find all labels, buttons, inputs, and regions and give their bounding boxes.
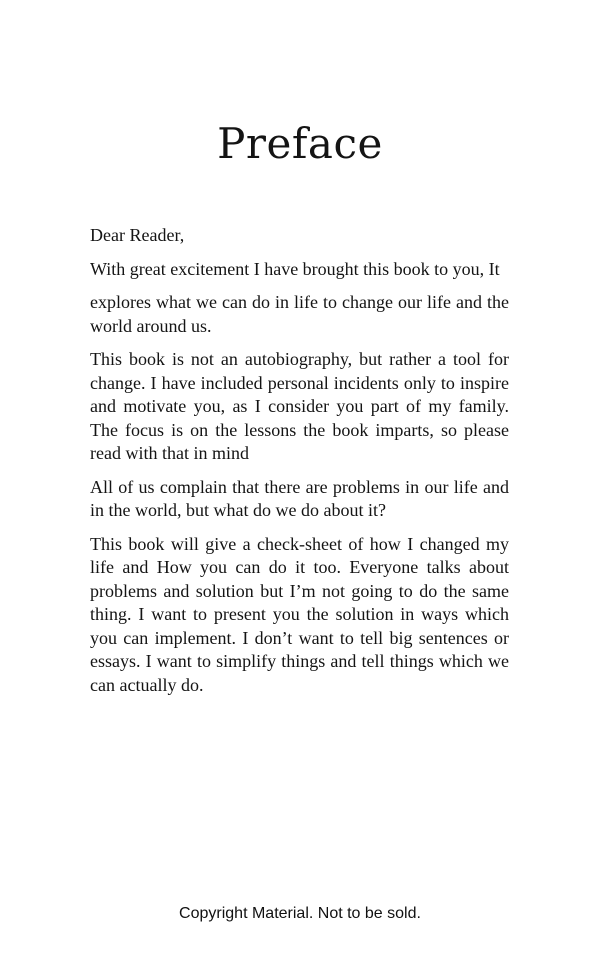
- paragraph-not-autobiography: This book is not an autobiography, but rather a tool for change. I have included personal incidents only to inspire and motivate you, as I consider you part of my family. The focus is on the lessons the book imparts, so please read with that in mind: [90, 349, 509, 463]
- page-title: Preface: [217, 119, 383, 168]
- paragraph-explores: explores what we can do in life to change our life and the world around us.: [90, 292, 509, 336]
- preface-body: [90, 224, 509, 707]
- salutation: Dear Reader,: [90, 225, 185, 245]
- paragraph-complain: All of us complain that there are problems in our life and in the world, but what do we do about it?: [90, 476, 509, 520]
- paragraph-intro: With great excitement I have brought this book to you, It: [90, 258, 500, 279]
- copyright-notice: Copyright Material. Not to be sold.: [179, 905, 421, 922]
- paragraph-check-sheet: This book will give a check-sheet of how I changed my life and How you can do it too. Everyone talks about problems and solution but I’m not going to do the same thing. I want to present you the solution in ways which you can implement. I don’t want to tell big sentences or essays. I want to simplify things and tell things which we can actually do.: [90, 533, 509, 695]
